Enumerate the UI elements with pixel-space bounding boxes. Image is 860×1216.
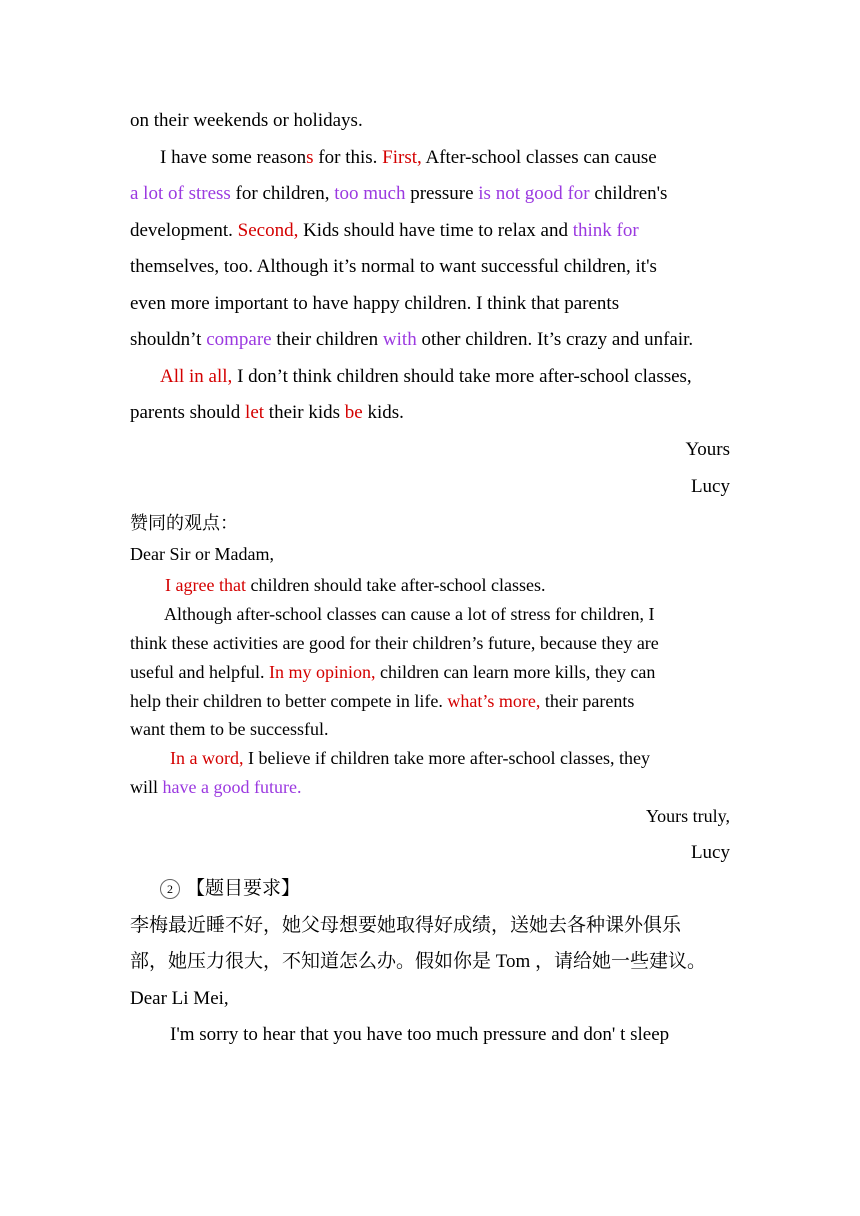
highlight-text: be: [344, 402, 363, 423]
letter1-line: [130, 293, 619, 315]
section-heading: 赞同的观点：: [130, 513, 238, 533]
text: Kids should have time to relax and: [298, 220, 573, 241]
letter2-line: want them to be successful.: [130, 719, 329, 739]
highlight-text: have a good future.: [162, 777, 302, 797]
text: even more important to have happy children. I think that parents: [130, 293, 620, 314]
text: for children,: [230, 183, 335, 204]
text: After-school classes can cause: [421, 147, 657, 168]
text: useful and helpful.: [130, 662, 269, 682]
text: their children: [271, 329, 383, 350]
letter2-line: Although after-school classes can cause a lot of stress for children, I: [164, 604, 655, 624]
letter1-line: [130, 183, 667, 205]
letter2-line: [130, 661, 655, 683]
highlight-text: think for: [572, 220, 639, 241]
task-title: 【题目要求】: [186, 878, 301, 899]
task-description: 李梅最近睡不好，她父母想要她取得好成绩，送她去各种课外俱乐: [130, 915, 682, 936]
letter2-line: [170, 747, 650, 769]
task-description: 部，她压力很大，不知道怎么办。假如你是 Tom ，请给她一些建议。: [130, 951, 707, 972]
highlight-text: In my opinion,: [268, 662, 376, 682]
text: help their children to better compete in life.: [130, 691, 448, 711]
highlight-text: In a word,: [170, 748, 244, 768]
text: themselves, too. Although it’s normal to want successful children, it's: [130, 256, 657, 277]
letter1-line: [130, 329, 693, 351]
letter2-line: [130, 776, 301, 798]
highlight-text: Second,: [237, 220, 299, 241]
circled-number: 2: [160, 879, 180, 899]
task-salutation: Dear Li Mei,: [130, 988, 229, 1009]
highlight-text: All in all,: [160, 366, 233, 387]
text: on their weekends or holidays.: [130, 110, 363, 131]
text: for this.: [313, 147, 383, 168]
letter2-closing: Yours truly,: [645, 806, 730, 826]
text: children should take after-school classes.: [245, 575, 546, 595]
text: I believe if children take more after-school classes, they: [243, 748, 650, 768]
letter1-closing: Yours: [685, 439, 730, 460]
letter1-signature: Lucy: [690, 476, 730, 497]
text: development.: [130, 220, 238, 241]
letter1-line: [130, 110, 363, 132]
text: children can learn more kills, they can: [375, 662, 656, 682]
highlight-text: First,: [382, 147, 422, 168]
letter2-line: think these activities are good for their children’s future, because they are: [130, 633, 659, 653]
letter2-salutation: Dear Sir or Madam,: [130, 544, 274, 564]
text: I don’t think children should take more after-school classes,: [232, 366, 692, 387]
highlight-text: I agree that: [165, 575, 246, 595]
letter2-line: [165, 574, 546, 596]
task-body-line: I'm sorry to hear that you have too much pressure and don' t sleep: [170, 1024, 670, 1045]
text: shouldn’t: [130, 329, 207, 350]
text: kids.: [362, 402, 404, 423]
letter1-line: [130, 220, 639, 242]
letter2-signature: Lucy: [690, 842, 730, 863]
highlight-text: s: [306, 147, 314, 168]
highlight-text: with: [382, 329, 417, 350]
letter2-line: [130, 690, 634, 712]
text: other children. It’s crazy and unfair.: [416, 329, 694, 350]
text: children's: [589, 183, 668, 204]
highlight-text: what’s more,: [447, 691, 541, 711]
letter1-line: [160, 366, 692, 388]
letter1-line: [160, 147, 657, 169]
text: their kids: [264, 402, 345, 423]
highlight-text: too much: [334, 183, 406, 204]
text: parents should: [130, 402, 246, 423]
letter1-line: [130, 256, 657, 278]
highlight-text: is not good for: [478, 183, 590, 204]
letter1-line: [130, 402, 404, 424]
highlight-text: a lot of stress: [130, 183, 231, 204]
text: will: [130, 777, 163, 797]
text: their parents: [540, 691, 635, 711]
task-heading: [160, 878, 300, 900]
highlight-text: compare: [206, 329, 272, 350]
text: I have some reason: [160, 147, 307, 168]
text: pressure: [405, 183, 479, 204]
highlight-text: let: [245, 402, 265, 423]
